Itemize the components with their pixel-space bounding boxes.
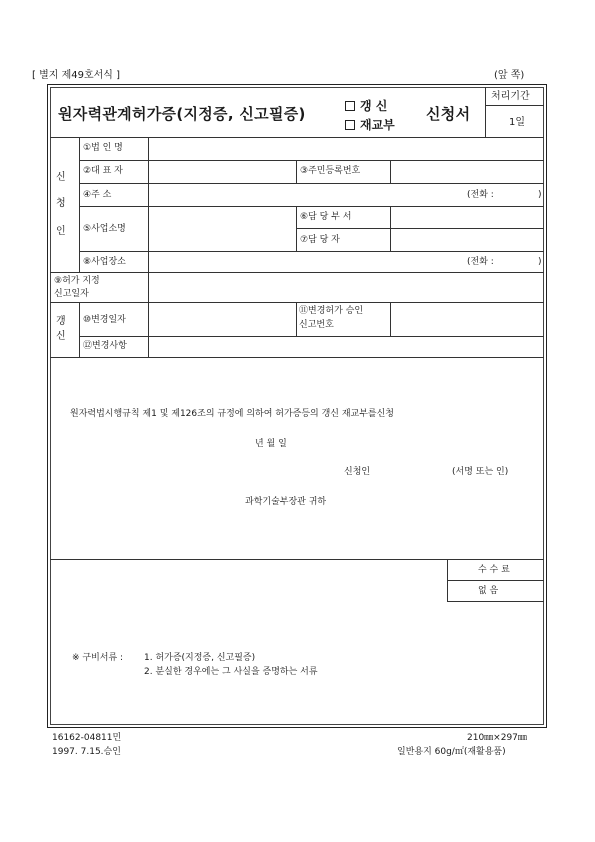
phone-label-1: (전화 :: [467, 190, 494, 200]
change-number-label-line2: 신고번호: [299, 320, 334, 330]
applicant-side-char-1: 신: [56, 172, 66, 183]
footer-paper-type: 일반용지 60g/㎡(재활용품): [397, 747, 506, 757]
divider: [79, 336, 544, 337]
divider: [50, 137, 544, 138]
divider: [50, 272, 544, 273]
fee-value: 없 음: [478, 586, 499, 596]
business-place-label: ⑧사업장소: [83, 257, 126, 267]
manager-dept-field[interactable]: [392, 208, 542, 228]
option-reissue-label: 재교부: [360, 118, 395, 132]
form-title: 원자력관계허가증(지정증, 신고필증): [58, 105, 306, 123]
representative-field[interactable]: [150, 162, 294, 182]
divider: [50, 357, 544, 358]
divider: [390, 302, 391, 336]
divider: [485, 87, 486, 137]
processing-period-label: 처리기간: [491, 91, 530, 102]
footer-form-code: 16162-04811민: [52, 733, 122, 743]
divider: [447, 580, 544, 581]
resident-number-label: ③주민등록번호: [300, 166, 361, 176]
required-docs-label: ※ 구비서류 :: [72, 653, 124, 663]
divider: [148, 272, 149, 302]
change-date-label: ⑩변경일자: [83, 315, 126, 325]
divider: [485, 105, 544, 106]
renewal-side-char-2: 신: [56, 331, 66, 342]
checkbox-icon: [345, 120, 355, 130]
corp-name-field[interactable]: [150, 139, 542, 159]
phone-label-2: (전화 :: [467, 257, 494, 267]
applicant-side-char-3: 인: [56, 226, 66, 237]
divider: [79, 183, 544, 184]
processing-period-value: 1일: [509, 117, 526, 128]
fee-label: 수 수 료: [478, 565, 510, 575]
change-item-label: ⑫변경사항: [83, 341, 127, 351]
statement-recipient: 과학기술부장관 귀하: [245, 497, 327, 507]
option-reissue[interactable]: [345, 114, 395, 133]
divider: [296, 228, 544, 229]
divider: [79, 206, 544, 207]
change-number-field[interactable]: [392, 304, 542, 334]
change-item-field[interactable]: [150, 338, 542, 356]
divider: [79, 251, 544, 252]
option-renewal[interactable]: [345, 95, 387, 114]
statement-applicant-label: 신청인: [344, 467, 371, 477]
corp-name-label: ①법 인 명: [83, 143, 123, 153]
page-side-label: (앞 쪽): [494, 70, 525, 81]
statement-text: 원자력법시행규칙 제1 및 제126조의 규정에 의하여 허가증등의 갱신 재교부를신청: [70, 409, 395, 419]
divider: [390, 160, 391, 183]
representative-label: ②대 표 자: [83, 166, 123, 176]
change-date-field[interactable]: [150, 304, 294, 334]
form-title-suffix: 신청서: [426, 105, 471, 123]
manager-dept-label: ⑥담 당 부 서: [300, 212, 352, 222]
permit-date-label-line2: 신고일자: [54, 289, 89, 299]
divider: [50, 302, 544, 303]
address-field[interactable]: [150, 185, 450, 205]
required-doc-item-2: 2. 분실한 경우에는 그 사실을 증명하는 서류: [144, 667, 318, 677]
required-doc-item-1: 1. 허가증(지정증, 신고필증): [144, 653, 256, 663]
resident-number-field[interactable]: [392, 162, 542, 182]
divider: [296, 160, 297, 183]
business-name-label: ⑤사업소명: [83, 224, 126, 234]
change-number-label-line1: ⑪변경허가 승인: [299, 306, 364, 316]
phone-close-paren-1: ): [538, 190, 542, 200]
checkbox-icon: [345, 101, 355, 111]
manager-field[interactable]: [392, 230, 542, 249]
permit-date-label-line1: ⑨허가 지정: [54, 276, 100, 286]
permit-date-field[interactable]: [150, 274, 542, 300]
footer-approval-date: 1997. 7.15.승인: [52, 747, 121, 757]
divider: [296, 302, 297, 336]
divider: [148, 302, 149, 357]
applicant-side-char-2: 청: [56, 198, 66, 209]
manager-label: ⑦담 당 자: [300, 235, 340, 245]
business-place-field[interactable]: [150, 253, 450, 271]
form-number: [ 별지 제49호서식 ]: [32, 70, 121, 81]
address-label: ④주 소: [83, 190, 112, 200]
renewal-side-char-1: 갱: [56, 316, 66, 327]
divider: [447, 601, 544, 602]
option-renewal-label: 갱 신: [360, 99, 388, 113]
footer-paper-size: 210㎜×297㎜: [467, 733, 527, 743]
divider: [79, 302, 80, 357]
phone-close-paren-2: ): [538, 257, 542, 267]
business-name-field[interactable]: [150, 208, 294, 250]
applicant-sign-field[interactable]: [385, 463, 447, 479]
divider: [50, 559, 544, 560]
divider: [79, 160, 544, 161]
statement-date: 년 월 일: [255, 439, 287, 449]
statement-sign-label: (서명 또는 인): [452, 467, 509, 477]
